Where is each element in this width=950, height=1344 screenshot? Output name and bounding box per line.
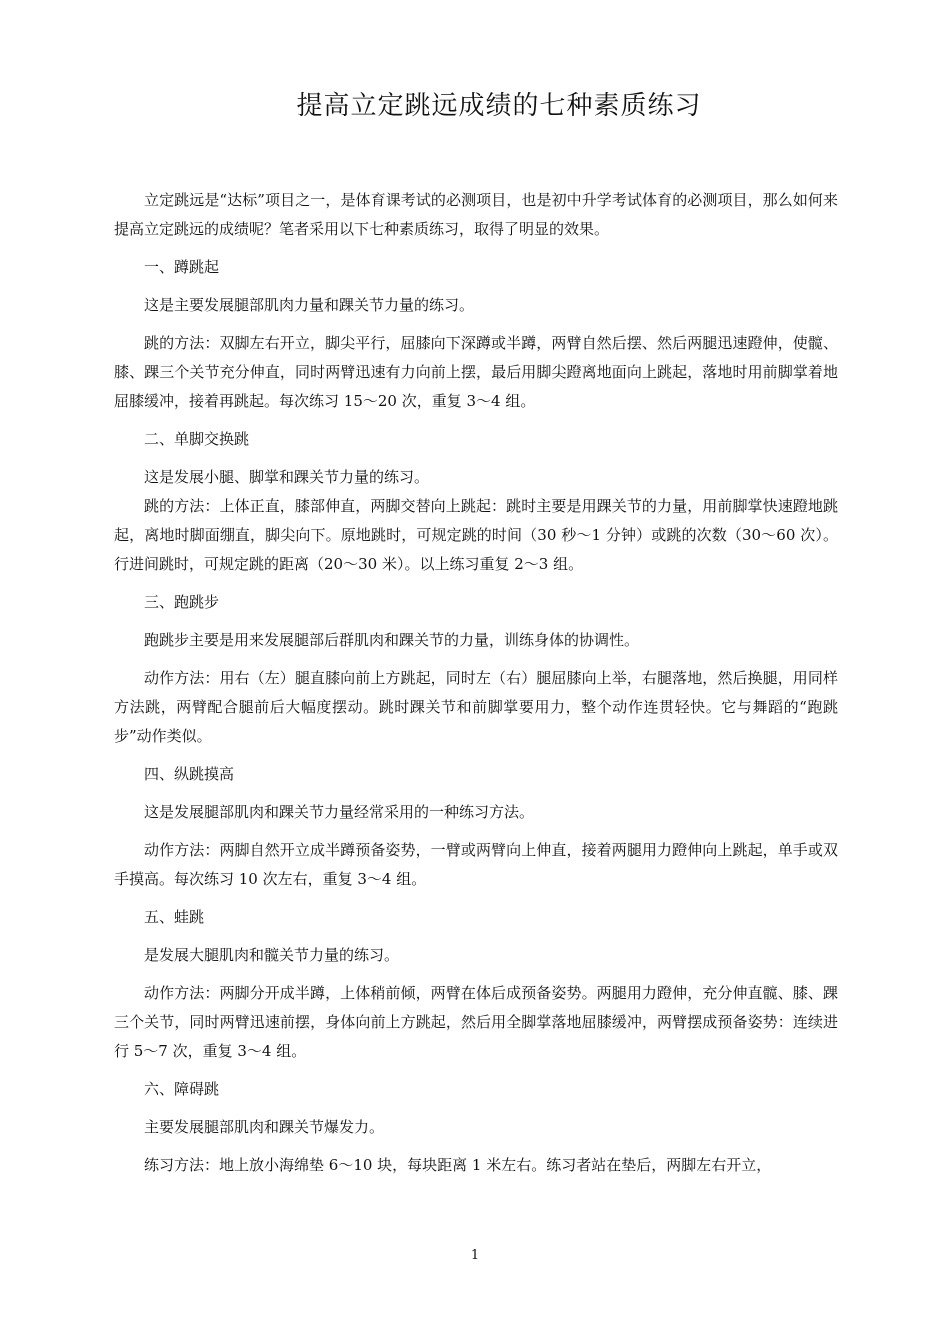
section-heading-1: 一、蹲跳起 <box>144 258 220 276</box>
paragraph: 主要发展腿部肌肉和踝关节爆发力。 <box>144 1118 385 1136</box>
document-body <box>114 186 838 1189</box>
paragraph: 动作方法：用右（左）腿直膝向前上方跳起，同时左（右）腿屈膝向上举，右腿落地，然后换腿，用同样方法跳，两臂配合腿前后大幅度摆动。跳时踝关节和前脚掌要用力，整个动作连贯轻快。它与舞蹈的“跑跳步”动作类似。 <box>114 669 838 745</box>
section-heading-2: 二、单脚交换跳 <box>144 430 250 448</box>
section-heading-3: 三、跑跳步 <box>144 593 220 611</box>
section-heading-6: 六、障碍跳 <box>144 1080 220 1098</box>
paragraph: 动作方法：两脚分开成半蹲，上体稍前倾，两臂在体后成预备姿势。两腿用力蹬伸，充分伸直髋、膝、踝三个关节，同时两臂迅速前摆，身体向前上方跳起，然后用全脚掌落地屈膝缓冲，两臂摆成预备姿势：连续进行 5～7 次，重复 3～4 组。 <box>114 984 838 1060</box>
document-title: 提高立定跳远成绩的七种素质练习 <box>296 91 702 121</box>
paragraph: 跳的方法：上体正直，膝部伸直，两脚交替向上跳起：跳时主要是用踝关节的力量，用前脚掌快速蹬地跳起，离地时脚面绷直，脚尖向下。原地跳时，可规定跳的时间（30 秒～1 分钟）或跳的次数（30～60 次）。行进间跳时，可规定跳的距离（20～30 米）。以上练习重复 2～3 组。 <box>114 497 838 573</box>
paragraph: 这是发展腿部肌肉和踝关节力量经常采用的一种练习方法。 <box>144 803 535 821</box>
paragraph: 这是主要发展腿部肌肉力量和踝关节力量的练习。 <box>144 296 475 314</box>
paragraph: 跑跳步主要是用来发展腿部后群肌肉和踝关节的力量，训练身体的协调性。 <box>144 631 640 649</box>
paragraph: 是发展大腿肌肉和髋关节力量的练习。 <box>144 946 400 964</box>
section-heading-5: 五、蛙跳 <box>144 908 205 926</box>
section-heading-4: 四、纵跳摸高 <box>144 765 235 783</box>
paragraph-intro: 立定跳远是“达标”项目之一，是体育课考试的必测项目，也是初中升学考试体育的必测项目，那么如何来提高立定跳远的成绩呢？笔者采用以下七种素质练习，取得了明显的效果。 <box>114 191 838 238</box>
paragraph: 练习方法：地上放小海绵垫 6～10 块，每块距离 1 米左右。练习者站在垫后，两脚左右开立， <box>144 1156 772 1174</box>
paragraph: 跳的方法：双脚左右开立，脚尖平行，屈膝向下深蹲或半蹲，两臂自然后摆、然后两腿迅速蹬伸，使髋、膝、踝三个关节充分伸直，同时两臂迅速有力向前上摆，最后用脚尖蹬离地面向上跳起，落地时用前脚掌着地屈膝缓冲，接着再跳起。每次练习 15～20 次，重复 3～4 组。 <box>114 334 838 410</box>
paragraph: 动作方法：两脚自然开立成半蹲预备姿势，一臂或两臂向上伸直，接着两腿用力蹬伸向上跳起，单手或双手摸高。每次练习 10 次左右，重复 3～4 组。 <box>114 841 838 888</box>
page-number: 1 <box>470 1248 480 1263</box>
paragraph: 这是发展小腿、脚掌和踝关节力量的练习。 <box>144 468 430 486</box>
